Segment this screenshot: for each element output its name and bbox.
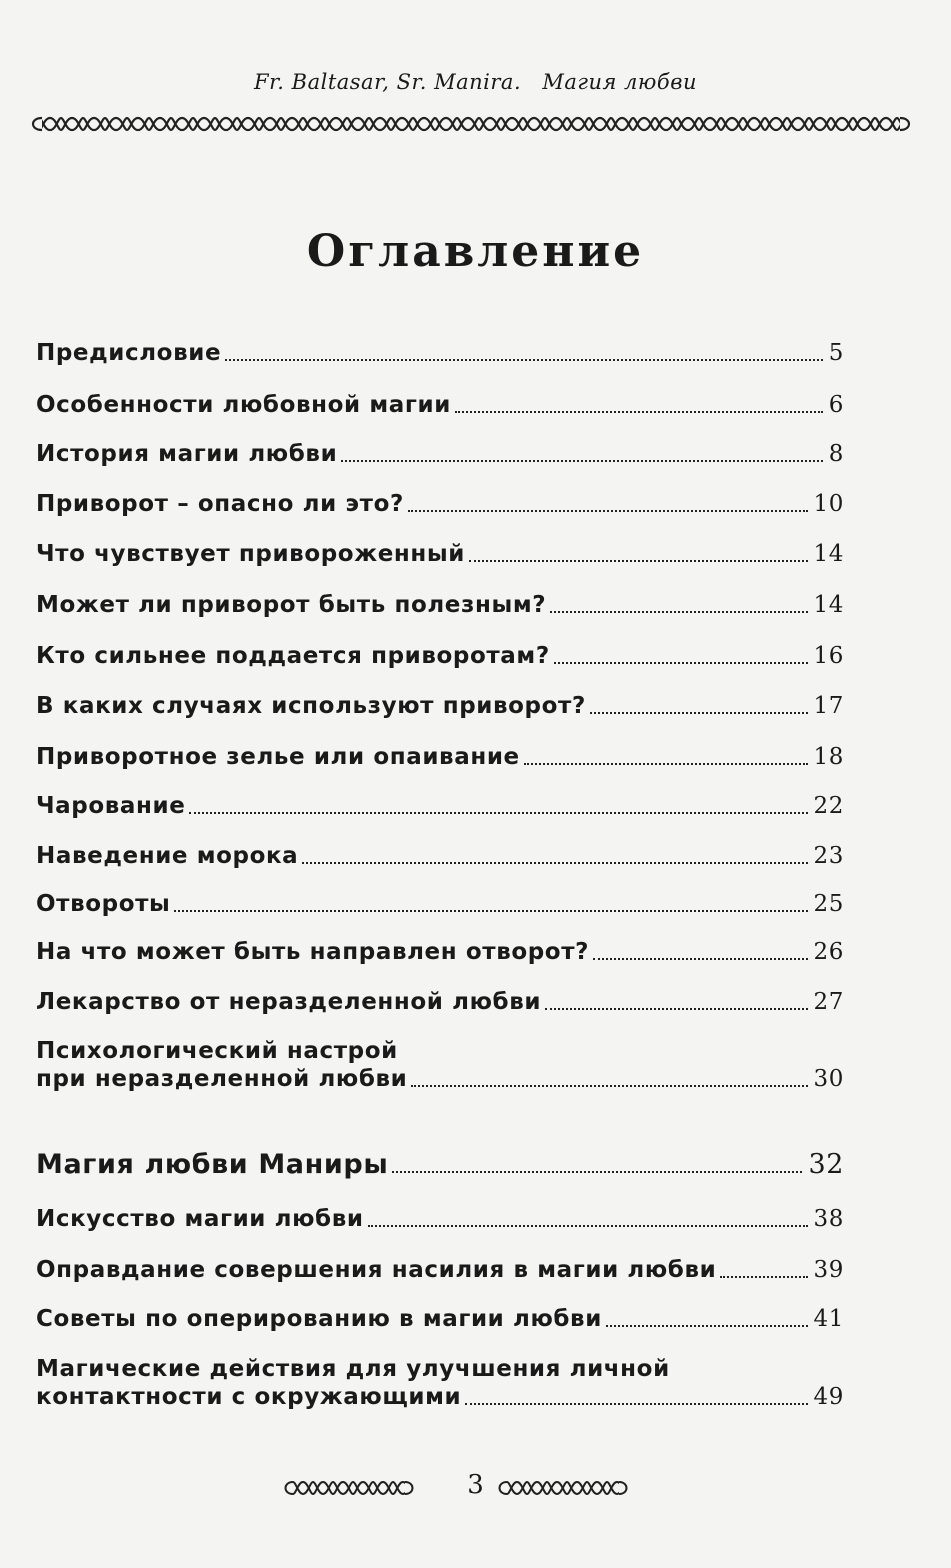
- dot-leader: [545, 1007, 807, 1010]
- braid-ornament-top: [28, 113, 914, 135]
- toc-entry[interactable]: [36, 642, 844, 670]
- toc-entry[interactable]: [36, 1205, 844, 1233]
- dot-leader: [302, 861, 807, 864]
- toc-entry-label: контактности с окружающими: [36, 1384, 462, 1410]
- dot-leader: [469, 559, 808, 562]
- header-book-title: Магия любви: [542, 70, 697, 94]
- toc-entry-page: 39: [813, 1257, 844, 1283]
- toc-entry-page: 27: [813, 989, 844, 1015]
- dot-leader: [606, 1324, 808, 1327]
- toc-entry-label-line1: Магические действия для улучшения личной: [36, 1356, 670, 1382]
- toc-entry-label: На что может быть направлен отворот?: [36, 939, 590, 965]
- toc-entry[interactable]: [36, 890, 844, 918]
- toc-entry-page: 17: [813, 693, 844, 719]
- toc-entry-label: при неразделенной любви: [36, 1066, 408, 1092]
- toc-entry-label: Искусство магии любви: [36, 1206, 364, 1232]
- toc-entry[interactable]: [36, 792, 844, 820]
- toc-entry[interactable]: [36, 842, 844, 870]
- toc-entry[interactable]: [36, 391, 844, 419]
- toc-entry-label: Приворот – опасно ли это?: [36, 491, 404, 517]
- toc-entry-label: Чарование: [36, 793, 186, 819]
- toc-entry-label: История магии любви: [36, 441, 338, 467]
- dot-leader: [720, 1275, 807, 1278]
- dot-leader: [174, 909, 807, 912]
- dot-leader: [225, 358, 823, 361]
- toc-entry-page: 10: [813, 491, 844, 517]
- dot-leader: [411, 1084, 807, 1087]
- toc-entry-page: 6: [828, 392, 844, 418]
- dot-leader: [455, 410, 823, 413]
- dot-leader: [524, 762, 808, 765]
- toc-entry-label-line1: Психологический настрой: [36, 1038, 398, 1064]
- page-title: Оглавление: [306, 226, 645, 277]
- toc-entry[interactable]: [36, 1256, 844, 1284]
- toc-entry-page: 14: [813, 592, 844, 618]
- dot-leader: [408, 509, 808, 512]
- dot-leader: [593, 957, 807, 960]
- toc-entry-label: Советы по оперированию в магии любви: [36, 1306, 602, 1332]
- toc-entry-page: 18: [813, 744, 844, 770]
- toc-entry[interactable]: [36, 1305, 844, 1333]
- toc-entry[interactable]: [36, 540, 844, 568]
- toc-entry[interactable]: [36, 490, 844, 518]
- dot-leader: [392, 1170, 802, 1173]
- toc-entry-label: Магия любви Маниры: [36, 1149, 389, 1180]
- toc-entry[interactable]: [36, 339, 844, 367]
- toc-entry[interactable]: [36, 743, 844, 771]
- toc-entry-page: 23: [813, 843, 844, 869]
- toc-entry-page: 49: [813, 1384, 844, 1410]
- toc-entry-label: Оправдание совершения насилия в магии любви: [36, 1257, 717, 1283]
- toc-entry[interactable]: [36, 692, 844, 720]
- toc-entry-page: 25: [813, 891, 844, 917]
- toc-entry-label: В каких случаях используют приворот?: [36, 693, 586, 719]
- toc-entry-page: 22: [813, 793, 844, 819]
- toc-entry-page: 41: [813, 1306, 844, 1332]
- toc-entry-page: 32: [808, 1149, 844, 1180]
- dot-leader: [465, 1402, 807, 1405]
- dot-leader: [554, 661, 808, 664]
- dot-leader: [590, 711, 808, 714]
- toc-entry-page: 38: [813, 1206, 844, 1232]
- toc-entry-label: Отвороты: [36, 891, 171, 917]
- toc-entry-label: Приворотное зелье или опаивание: [36, 744, 520, 770]
- toc-entry-label: Предисловие: [36, 340, 222, 366]
- running-header: [0, 70, 951, 94]
- toc-entry[interactable]: [36, 988, 844, 1016]
- toc-entry[interactable]: [36, 440, 844, 468]
- toc-entry-page: 8: [828, 441, 844, 467]
- toc-entry[interactable]: [36, 591, 844, 619]
- header-authors: Fr. Baltasar, Sr. Manira.: [254, 70, 522, 94]
- dot-leader: [341, 459, 822, 462]
- dot-leader: [189, 811, 807, 814]
- toc-entry[interactable]: [36, 1037, 844, 1093]
- toc-entry-page: 16: [813, 643, 844, 669]
- page-number: 3: [467, 1470, 484, 1500]
- dot-leader: [550, 610, 807, 613]
- toc-entry[interactable]: [36, 938, 844, 966]
- toc-entry-label: Что чувствует привороженный: [36, 541, 465, 567]
- toc-entry-label: Лекарство от неразделенной любви: [36, 989, 542, 1015]
- page-footer: [0, 1470, 951, 1506]
- toc-entry-page: 26: [813, 939, 844, 965]
- toc-entry-page: 14: [813, 541, 844, 567]
- toc-section-entry[interactable]: [36, 1151, 844, 1179]
- toc-entry-label: Особенности любовной магии: [36, 392, 451, 418]
- toc-entry-label: Кто сильнее поддается приворотам?: [36, 643, 550, 669]
- toc-entry-page: 5: [828, 340, 844, 366]
- toc-entry-page: 30: [813, 1066, 844, 1092]
- toc-entry-label: Наведение морока: [36, 843, 299, 869]
- braid-ornament-right: [497, 1478, 629, 1498]
- toc-entry-label: Может ли приворот быть полезным?: [36, 592, 547, 618]
- dot-leader: [368, 1224, 808, 1227]
- toc-entry[interactable]: [36, 1355, 844, 1411]
